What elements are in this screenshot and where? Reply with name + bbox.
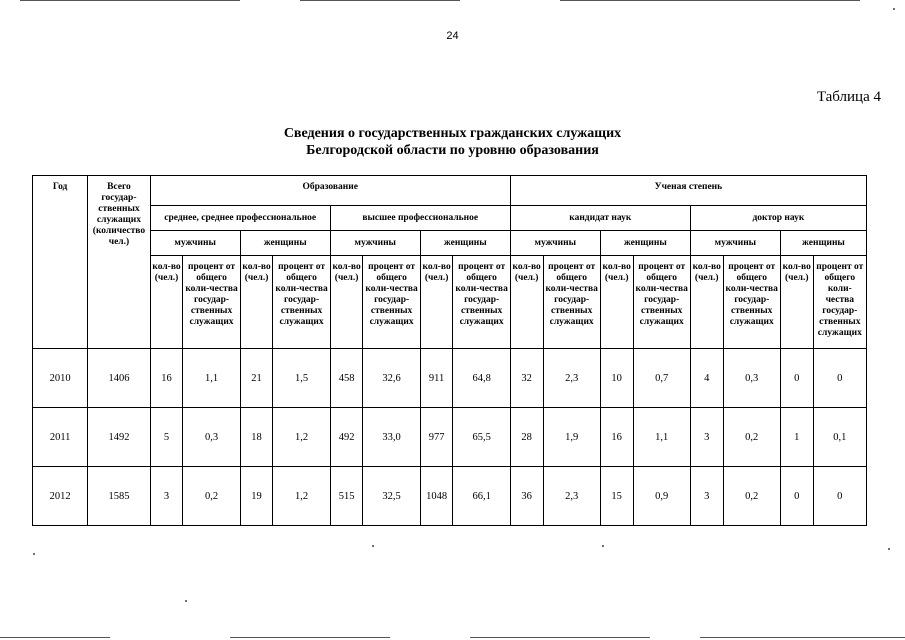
- percent-cell: 33,0: [363, 408, 420, 467]
- percent-cell: 1,5: [273, 349, 330, 408]
- percent-cell: 1,2: [273, 467, 330, 526]
- header-count: кол-во (чел.): [600, 256, 633, 349]
- header-count: кол-во (чел.): [150, 256, 183, 349]
- percent-cell: 1,9: [543, 408, 600, 467]
- count-cell: 1048: [420, 467, 453, 526]
- count-cell: 19: [240, 467, 273, 526]
- percent-cell: 32,6: [363, 349, 420, 408]
- scan-edge-line: [470, 637, 650, 638]
- count-cell: 911: [420, 349, 453, 408]
- page-number: 24: [446, 30, 459, 42]
- year-cell: 2012: [33, 467, 88, 526]
- header-percent: процент от общего коли-чества государ-ственных служащих: [273, 256, 330, 349]
- header-total: Всего государ-ственных служащих (количество чел.): [88, 176, 150, 349]
- percent-cell: 32,5: [363, 467, 420, 526]
- scan-speck: [372, 545, 374, 547]
- year-cell: 2011: [33, 408, 88, 467]
- header-women: женщины: [780, 231, 866, 256]
- percent-cell: 0,3: [183, 408, 240, 467]
- percent-cell: 0,2: [723, 408, 780, 467]
- percent-cell: 0,2: [723, 467, 780, 526]
- total-cell: 1406: [88, 349, 150, 408]
- header-women: женщины: [240, 231, 330, 256]
- scan-speck: [893, 8, 895, 10]
- header-percent: процент от общего коли-чества государ-ственных служащих: [363, 256, 420, 349]
- header-percent: процент от общего коли-чества государ-ственных служащих: [543, 256, 600, 349]
- percent-cell: 1,1: [633, 408, 690, 467]
- header-count: кол-во (чел.): [330, 256, 363, 349]
- count-cell: 3: [150, 467, 183, 526]
- header-women: женщины: [600, 231, 690, 256]
- percent-cell: 2,3: [543, 467, 600, 526]
- count-cell: 16: [150, 349, 183, 408]
- header-secondary: среднее, среднее профессиональное: [150, 206, 330, 231]
- year-cell: 2010: [33, 349, 88, 408]
- total-cell: 1585: [88, 467, 150, 526]
- header-degree: Ученая степень: [510, 176, 866, 206]
- table-row: [33, 408, 867, 467]
- count-cell: 5: [150, 408, 183, 467]
- count-cell: 10: [600, 349, 633, 408]
- header-percent: процент от общего коли-чества государ-ственных служащих: [453, 256, 510, 349]
- table-body: [33, 349, 867, 526]
- percent-cell: 64,8: [453, 349, 510, 408]
- percent-cell: 0,3: [723, 349, 780, 408]
- header-percent: процент от общего коли-чества государ-ственных служащих: [723, 256, 780, 349]
- count-cell: 18: [240, 408, 273, 467]
- scan-edge-line: [300, 0, 460, 1]
- percent-cell: 0,7: [633, 349, 690, 408]
- percent-cell: 1,2: [273, 408, 330, 467]
- scan-edge-line: [20, 0, 240, 1]
- count-cell: 3: [690, 467, 723, 526]
- percent-cell: 0,2: [183, 467, 240, 526]
- header-men: мужчины: [330, 231, 420, 256]
- title-line-2: Белгородской области по уровню образования: [306, 143, 599, 158]
- education-table: [32, 175, 867, 526]
- count-cell: 0: [780, 467, 813, 526]
- header-education: Образование: [150, 176, 510, 206]
- scan-edge-line: [230, 637, 390, 638]
- header-higher: высшее профессиональное: [330, 206, 510, 231]
- header-count: кол-во (чел.): [690, 256, 723, 349]
- count-cell: 28: [510, 408, 543, 467]
- document-title: [0, 125, 905, 159]
- header-men: мужчины: [510, 231, 600, 256]
- count-cell: 36: [510, 467, 543, 526]
- header-year: Год: [33, 176, 88, 349]
- table-label: Таблица 4: [816, 89, 881, 105]
- header-percent: процент от общего коли-чества государ-ственных служащих: [183, 256, 240, 349]
- header-men: мужчины: [690, 231, 780, 256]
- header-percent: процент от общего коли-чества государ-ственных служащих: [813, 256, 866, 349]
- table-row: [33, 349, 867, 408]
- scan-edge-line: [560, 0, 860, 1]
- count-cell: 3: [690, 408, 723, 467]
- count-cell: 15: [600, 467, 633, 526]
- percent-cell: 1,1: [183, 349, 240, 408]
- header-percent: процент от общего коли-чества государ-ственных служащих: [633, 256, 690, 349]
- count-cell: 1: [780, 408, 813, 467]
- scan-speck: [185, 600, 187, 602]
- header-count: кол-во (чел.): [420, 256, 453, 349]
- percent-cell: 0: [813, 349, 866, 408]
- percent-cell: 0,1: [813, 408, 866, 467]
- scan-speck: [33, 553, 35, 555]
- count-cell: 515: [330, 467, 363, 526]
- count-cell: 458: [330, 349, 363, 408]
- table-row: [33, 467, 867, 526]
- header-count: кол-во (чел.): [510, 256, 543, 349]
- scan-speck: [602, 545, 604, 547]
- scan-edge-line: [700, 637, 905, 638]
- header-men: мужчины: [150, 231, 240, 256]
- header-count: кол-во (чел.): [780, 256, 813, 349]
- count-cell: 492: [330, 408, 363, 467]
- header-doctor: доктор наук: [690, 206, 866, 231]
- percent-cell: 0: [813, 467, 866, 526]
- header-count: кол-во (чел.): [240, 256, 273, 349]
- percent-cell: 2,3: [543, 349, 600, 408]
- count-cell: 977: [420, 408, 453, 467]
- header-candidate: кандидат наук: [510, 206, 690, 231]
- count-cell: 0: [780, 349, 813, 408]
- count-cell: 4: [690, 349, 723, 408]
- scan-speck: [888, 548, 890, 550]
- percent-cell: 66,1: [453, 467, 510, 526]
- total-cell: 1492: [88, 408, 150, 467]
- header-women: женщины: [420, 231, 510, 256]
- count-cell: 32: [510, 349, 543, 408]
- percent-cell: 65,5: [453, 408, 510, 467]
- percent-cell: 0,9: [633, 467, 690, 526]
- scan-edge-line: [0, 637, 110, 638]
- title-line-1: Сведения о государственных гражданских служащих: [283, 126, 622, 141]
- count-cell: 21: [240, 349, 273, 408]
- count-cell: 16: [600, 408, 633, 467]
